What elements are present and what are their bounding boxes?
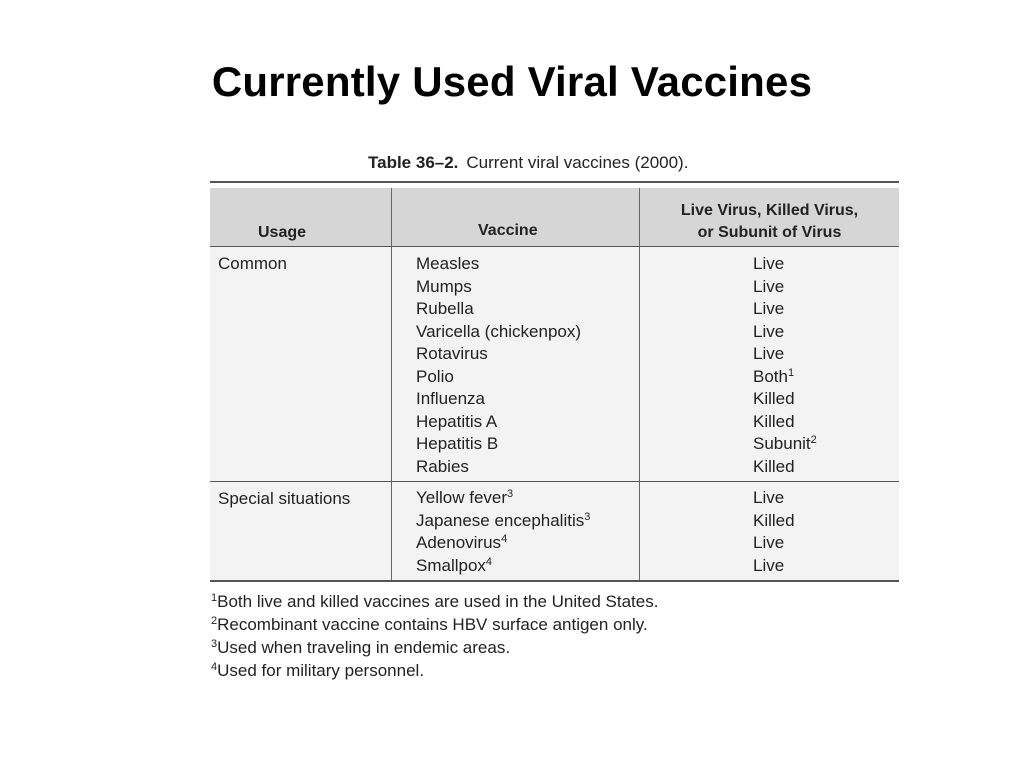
virus-type bbox=[753, 388, 817, 411]
virus-type bbox=[753, 276, 817, 299]
virus-type-text: Live bbox=[753, 533, 785, 552]
vaccine-name bbox=[416, 321, 581, 344]
virus-type bbox=[753, 253, 817, 276]
common-vaccine-list bbox=[416, 253, 581, 478]
virus-type bbox=[753, 433, 817, 456]
virus-type-text: Killed bbox=[753, 456, 795, 476]
footnote-mark: 3 bbox=[211, 638, 218, 650]
footnote-mark: 1 bbox=[787, 366, 795, 379]
vaccine-name-text: Japanese encephalitis bbox=[416, 510, 585, 530]
special-type-list bbox=[753, 487, 795, 577]
virus-type bbox=[753, 411, 817, 434]
header-virus-type-line1: Live Virus, Killed Virus, bbox=[680, 202, 859, 219]
header-virus-type-line2: or Subunit of Virus bbox=[697, 224, 842, 241]
header-rule bbox=[210, 246, 899, 247]
virus-type-text: Live bbox=[753, 299, 785, 318]
footnotes bbox=[211, 590, 658, 682]
vaccine-name-text: Smallpox bbox=[416, 555, 486, 575]
footnote-text: Used for military personnel. bbox=[217, 661, 425, 680]
vaccine-table bbox=[210, 188, 899, 580]
virus-type-text: Live bbox=[753, 321, 785, 341]
vaccine-name bbox=[416, 532, 590, 555]
vaccine-name bbox=[416, 388, 581, 411]
vaccine-name-text: Rotavirus bbox=[416, 344, 488, 363]
bottom-rule bbox=[210, 580, 899, 582]
vaccine-name bbox=[416, 487, 590, 510]
virus-type-text: Both bbox=[753, 366, 788, 386]
virus-type bbox=[753, 343, 817, 366]
vaccine-name-text: Adenovirus bbox=[416, 533, 502, 552]
vaccine-name-text: Yellow fever bbox=[416, 488, 508, 507]
footnote bbox=[211, 590, 658, 613]
virus-type bbox=[753, 487, 795, 510]
table-caption-number: Table 36–2. bbox=[368, 153, 459, 172]
vaccine-name-text: Measles bbox=[416, 254, 480, 273]
virus-type bbox=[753, 510, 795, 533]
virus-type-text: Live bbox=[753, 555, 785, 575]
vaccine-name-text: Rabies bbox=[416, 456, 469, 476]
footnote-text: Used when traveling in endemic areas. bbox=[217, 638, 511, 657]
virus-type bbox=[753, 298, 817, 321]
footnote-mark: 4 bbox=[485, 555, 493, 568]
virus-type bbox=[753, 456, 817, 479]
vaccine-name bbox=[416, 555, 590, 578]
usage-common: Common bbox=[218, 254, 287, 273]
vaccine-name bbox=[416, 366, 581, 389]
slide-title: Currently Used Viral Vaccines bbox=[211, 58, 813, 105]
vaccine-name bbox=[416, 411, 581, 434]
header-usage: Usage bbox=[258, 224, 307, 241]
header-virus-type bbox=[640, 200, 899, 244]
header-vaccine: Vaccine bbox=[478, 222, 538, 239]
virus-type bbox=[753, 366, 817, 389]
vaccine-name-text: Mumps bbox=[416, 276, 472, 296]
virus-type-text: Live bbox=[753, 488, 785, 507]
virus-type-text: Live bbox=[753, 254, 785, 273]
vaccine-name-text: Hepatitis A bbox=[416, 411, 498, 431]
footnote-mark: 2 bbox=[211, 615, 218, 627]
vaccine-name bbox=[416, 276, 581, 299]
vaccine-name bbox=[416, 456, 581, 479]
footnote-mark: 4 bbox=[211, 661, 218, 673]
footnote bbox=[211, 613, 658, 636]
virus-type-text: Killed bbox=[753, 411, 795, 431]
vaccine-name bbox=[416, 298, 581, 321]
virus-type-text: Killed bbox=[753, 389, 795, 408]
virus-type-text: Killed bbox=[753, 510, 795, 530]
vaccine-name-text: Influenza bbox=[416, 389, 485, 408]
top-rule bbox=[210, 181, 899, 183]
vaccine-name bbox=[416, 343, 581, 366]
vaccine-name-text: Polio bbox=[416, 366, 454, 386]
common-type-list bbox=[753, 253, 817, 478]
special-vaccine-list bbox=[416, 487, 590, 577]
vaccine-name-text: Rubella bbox=[416, 299, 474, 318]
footnote bbox=[211, 659, 658, 682]
footnote-mark: 3 bbox=[584, 510, 591, 523]
footnote-text: Recombinant vaccine contains HBV surface antigen only. bbox=[217, 615, 648, 634]
vaccine-name bbox=[416, 253, 581, 276]
footnote-mark: 3 bbox=[507, 488, 514, 500]
virus-type-text: Live bbox=[753, 344, 785, 363]
footnote bbox=[211, 636, 658, 659]
virus-type-text: Subunit bbox=[753, 434, 811, 453]
vaccine-name bbox=[416, 510, 590, 533]
table-caption bbox=[368, 153, 688, 173]
group-rule bbox=[210, 481, 899, 482]
footnote-mark: 1 bbox=[211, 592, 218, 604]
usage-special-situations: Special situations bbox=[218, 489, 351, 508]
vaccine-name bbox=[416, 433, 581, 456]
virus-type bbox=[753, 532, 795, 555]
virus-type bbox=[753, 321, 817, 344]
virus-type bbox=[753, 555, 795, 578]
footnote-mark: 2 bbox=[810, 434, 817, 446]
footnote-mark: 4 bbox=[501, 533, 508, 545]
vaccine-name-text: Varicella (chickenpox) bbox=[416, 321, 582, 341]
table-caption-text: Current viral vaccines (2000). bbox=[466, 153, 689, 172]
vaccine-name-text: Hepatitis B bbox=[416, 434, 499, 453]
footnote-text: Both live and killed vaccines are used in the United States. bbox=[217, 592, 659, 611]
virus-type-text: Live bbox=[753, 276, 785, 296]
